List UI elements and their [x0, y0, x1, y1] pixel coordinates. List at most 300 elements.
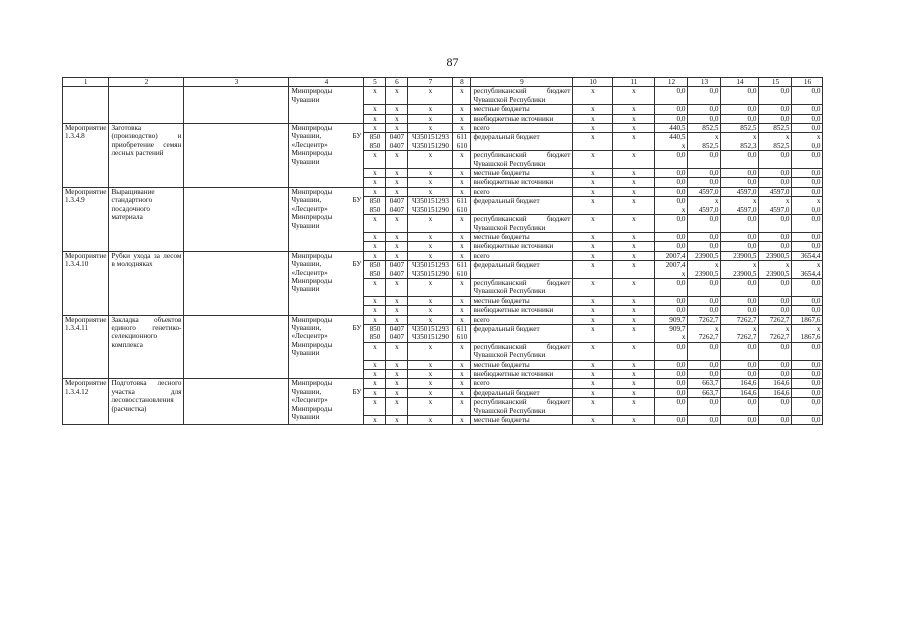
value-cell: 0,0: [759, 342, 792, 360]
value-cell: 0,0: [792, 178, 823, 187]
executor-cell: Минприроды Чувашии, БУ «Лесцентр» Минприроды Чувашии: [289, 315, 364, 379]
code-cell: x: [364, 232, 386, 241]
value-cell: 23900,5: [721, 251, 759, 260]
value-cell: 440,5: [655, 124, 688, 133]
page-number: 87: [446, 55, 459, 69]
code-cell: x: [613, 105, 655, 114]
budget-table: [62, 77, 823, 425]
value-cell: 0,0: [655, 379, 688, 388]
code-cell: x: [408, 296, 453, 305]
code-cell: x: [386, 398, 408, 416]
value-cell: 0,0: [655, 360, 688, 369]
code-cell: x: [408, 242, 453, 251]
value-cell: 0,0: [759, 398, 792, 416]
value-cell: 0,0: [759, 105, 792, 114]
code-cell: x: [453, 242, 471, 251]
value-cell: 0,0: [721, 342, 759, 360]
code-cell: 611 610: [453, 197, 471, 215]
code-cell: x: [408, 278, 453, 296]
funding-source: местные бюджеты: [471, 416, 573, 425]
value-cell: 0,0: [688, 114, 721, 123]
code-cell: x: [408, 124, 453, 133]
value-cell: 663,7: [688, 388, 721, 397]
value-cell: 0,0: [721, 114, 759, 123]
code-cell: x: [408, 370, 453, 379]
code-cell: x: [364, 306, 386, 315]
funding-source: внебюджетные источники: [471, 178, 573, 187]
value-cell: 0,0: [655, 87, 688, 105]
value-cell: 0,0: [688, 169, 721, 178]
value-cell: 0,0: [792, 105, 823, 114]
code-cell: x: [408, 105, 453, 114]
code-cell: x: [408, 306, 453, 315]
value-cell: 0,0: [655, 242, 688, 251]
value-cell: 0,0: [655, 105, 688, 114]
code-cell: x: [386, 379, 408, 388]
code-cell: x: [386, 232, 408, 241]
value-cell: 0,0: [688, 151, 721, 169]
code-cell: x: [613, 215, 655, 233]
value-cell: 852,5: [688, 124, 721, 133]
code-cell: x: [613, 261, 655, 279]
value-cell: 0,0: [792, 232, 823, 241]
code-cell: x: [408, 315, 453, 324]
column-header: 1: [63, 78, 109, 87]
funding-source: всего: [471, 251, 573, 260]
code-cell: x: [386, 278, 408, 296]
column-header: 10: [573, 78, 613, 87]
column-header: 5: [364, 78, 386, 87]
code-cell: x: [573, 105, 613, 114]
code-cell: x: [453, 251, 471, 260]
column-header: 16: [792, 78, 823, 87]
code-cell: x: [573, 315, 613, 324]
code-cell: x: [613, 114, 655, 123]
table-row: [63, 251, 823, 260]
code-cell: x: [613, 178, 655, 187]
value-cell: 0,0: [759, 178, 792, 187]
value-cell: 7262,7: [688, 315, 721, 324]
code-cell: x: [386, 296, 408, 305]
column-header: 9: [471, 78, 573, 87]
code-cell: x: [386, 315, 408, 324]
column-header: 3: [184, 78, 289, 87]
value-cell: 0,0: [759, 215, 792, 233]
value-cell: 0,0: [655, 398, 688, 416]
value-cell: 0,0: [792, 124, 823, 133]
value-cell: 0,0: [655, 187, 688, 196]
code-cell: x: [613, 360, 655, 369]
measure-name: Рубки ухода за лесом в молодняках: [109, 251, 184, 315]
code-cell: Ч350151293 Ч350151290: [408, 133, 453, 151]
code-cell: x: [453, 178, 471, 187]
value-cell: x 23900,5: [688, 261, 721, 279]
code-cell: x: [573, 324, 613, 342]
funding-source: всего: [471, 379, 573, 388]
code-cell: x: [364, 398, 386, 416]
value-cell: 909,7: [655, 315, 688, 324]
code-cell: x: [453, 215, 471, 233]
code-cell: x: [386, 114, 408, 123]
funding-source: республиканский бюджет Чувашской Республики: [471, 342, 573, 360]
measure-label: Мероприятие 1.3.4.8: [63, 124, 109, 188]
code-cell: x: [613, 398, 655, 416]
code-cell: x: [573, 124, 613, 133]
value-cell: 0,0: [688, 360, 721, 369]
code-cell: x: [386, 306, 408, 315]
code-cell: x: [453, 87, 471, 105]
value-cell: 4597,0: [759, 187, 792, 196]
value-cell: 440,5 x: [655, 133, 688, 151]
value-cell: 7262,7: [759, 315, 792, 324]
value-cell: 0,0: [688, 370, 721, 379]
value-cell: 0,0: [655, 278, 688, 296]
code-cell: x: [573, 278, 613, 296]
value-cell: 0,0: [792, 278, 823, 296]
column-header: 7: [408, 78, 453, 87]
funding-source: федеральный бюджет: [471, 261, 573, 279]
value-cell: x 7262,7: [721, 324, 759, 342]
code-cell: x: [573, 296, 613, 305]
code-cell: x: [408, 251, 453, 260]
value-cell: 0,0: [655, 342, 688, 360]
value-cell: 0,0: [688, 215, 721, 233]
value-cell: 0,0: [792, 388, 823, 397]
code-cell: x: [386, 151, 408, 169]
code-cell: x: [453, 370, 471, 379]
value-cell: 909,7 x: [655, 324, 688, 342]
value-cell: 0,0: [759, 370, 792, 379]
value-cell: x 852,5: [688, 133, 721, 151]
value-cell: 0,0: [655, 215, 688, 233]
code-cell: x: [364, 187, 386, 196]
code-cell: x: [573, 151, 613, 169]
value-cell: 0,0: [688, 416, 721, 425]
blank-cell: [184, 315, 289, 379]
executor-cell: Минприроды Чувашии, БУ «Лесцентр» Минприроды Чувашии: [289, 187, 364, 251]
column-header: 14: [721, 78, 759, 87]
code-cell: x: [386, 87, 408, 105]
code-cell: 0407 0407: [386, 133, 408, 151]
code-cell: x: [613, 324, 655, 342]
column-header: 13: [688, 78, 721, 87]
code-cell: x: [613, 124, 655, 133]
funding-source: местные бюджеты: [471, 232, 573, 241]
code-cell: x: [364, 278, 386, 296]
code-cell: x: [453, 124, 471, 133]
code-cell: x: [613, 169, 655, 178]
value-cell: 0,0: [688, 306, 721, 315]
blank-cell: [184, 187, 289, 251]
code-cell: x: [573, 87, 613, 105]
value-cell: 0,0: [688, 278, 721, 296]
code-cell: x: [573, 215, 613, 233]
code-cell: x: [453, 388, 471, 397]
value-cell: 2007,4 x: [655, 261, 688, 279]
code-cell: x: [573, 242, 613, 251]
value-cell: 0,0: [792, 416, 823, 425]
funding-source: всего: [471, 124, 573, 133]
code-cell: x: [364, 169, 386, 178]
value-cell: x 7262,7: [759, 324, 792, 342]
code-cell: x: [613, 342, 655, 360]
value-cell: 23900,5: [688, 251, 721, 260]
value-cell: 0,0: [759, 278, 792, 296]
value-cell: 4597,0: [721, 187, 759, 196]
measure-name: Закладка объектов единого генетико-селекционного комплекса: [109, 315, 184, 379]
column-header: 15: [759, 78, 792, 87]
value-cell: 0,0: [792, 360, 823, 369]
value-cell: 0,0: [655, 296, 688, 305]
value-cell: 0,0: [792, 242, 823, 251]
code-cell: x: [386, 169, 408, 178]
value-cell: 0,0: [792, 114, 823, 123]
code-cell: x: [573, 370, 613, 379]
table-row: [63, 187, 823, 196]
code-cell: x: [613, 296, 655, 305]
code-cell: x: [573, 306, 613, 315]
value-cell: 0,0: [688, 242, 721, 251]
code-cell: x: [408, 215, 453, 233]
code-cell: x: [573, 197, 613, 215]
funding-source: внебюджетные источники: [471, 370, 573, 379]
code-cell: x: [386, 124, 408, 133]
code-cell: x: [613, 315, 655, 324]
value-cell: 0,0: [655, 232, 688, 241]
value-cell: x 852,5: [759, 133, 792, 151]
code-cell: x: [453, 187, 471, 196]
value-cell: x 7262,7: [688, 324, 721, 342]
code-cell: x: [573, 251, 613, 260]
value-cell: 0,0: [688, 296, 721, 305]
code-cell: x: [364, 370, 386, 379]
value-cell: 0,0: [721, 232, 759, 241]
code-cell: x: [364, 215, 386, 233]
code-cell: x: [364, 342, 386, 360]
code-cell: x: [573, 133, 613, 151]
value-cell: 1867,6: [792, 315, 823, 324]
code-cell: x: [613, 370, 655, 379]
table-row: [63, 124, 823, 133]
code-cell: 611 610: [453, 261, 471, 279]
blank-cell: [109, 87, 184, 124]
value-cell: 0,0: [759, 232, 792, 241]
code-cell: x: [453, 360, 471, 369]
blank-cell: [63, 87, 109, 124]
column-header: 2: [109, 78, 184, 87]
funding-source: республиканский бюджет Чувашской Республики: [471, 278, 573, 296]
executor-cell: Минприроды Чувашии, БУ «Лесцентр» Минприроды Чувашии: [289, 124, 364, 188]
code-cell: x: [386, 416, 408, 425]
funding-source: местные бюджеты: [471, 105, 573, 114]
value-cell: 852,5: [759, 124, 792, 133]
code-cell: x: [386, 105, 408, 114]
code-cell: x: [386, 215, 408, 233]
code-cell: x: [364, 178, 386, 187]
value-cell: 0,0: [721, 215, 759, 233]
code-cell: x: [613, 232, 655, 241]
value-cell: 3654,4: [792, 251, 823, 260]
code-cell: x: [408, 232, 453, 241]
value-cell: 0,0: [655, 388, 688, 397]
value-cell: 0,0: [721, 242, 759, 251]
value-cell: 0,0: [721, 178, 759, 187]
code-cell: Ч350151293 Ч350151290: [408, 324, 453, 342]
funding-source: внебюджетные источники: [471, 242, 573, 251]
code-cell: x: [453, 169, 471, 178]
measure-name: Заготовка (производство) и приобретение семян лесных растений: [109, 124, 184, 188]
code-cell: x: [453, 151, 471, 169]
value-cell: 0,0: [792, 398, 823, 416]
code-cell: x: [364, 315, 386, 324]
table-row: [63, 379, 823, 388]
blank-cell: [184, 87, 289, 124]
funding-source: внебюджетные источники: [471, 306, 573, 315]
code-cell: x: [573, 398, 613, 416]
code-cell: x: [364, 360, 386, 369]
code-cell: x: [386, 342, 408, 360]
code-cell: x: [573, 169, 613, 178]
code-cell: 0407 0407: [386, 261, 408, 279]
value-cell: 0,0: [721, 360, 759, 369]
value-cell: 0,0: [655, 370, 688, 379]
funding-source: внебюджетные источники: [471, 114, 573, 123]
code-cell: x: [364, 379, 386, 388]
value-cell: 0,0: [759, 360, 792, 369]
code-cell: x: [408, 342, 453, 360]
code-cell: x: [613, 388, 655, 397]
value-cell: x 852,3: [721, 133, 759, 151]
code-cell: x: [453, 105, 471, 114]
value-cell: 0,0: [688, 178, 721, 187]
funding-source: республиканский бюджет Чувашской Республики: [471, 87, 573, 105]
funding-source: местные бюджеты: [471, 169, 573, 178]
code-cell: x: [408, 151, 453, 169]
value-cell: 0,0: [655, 306, 688, 315]
value-cell: 0,0: [759, 296, 792, 305]
funding-source: федеральный бюджет: [471, 133, 573, 151]
blank-cell: [184, 251, 289, 315]
column-header: 11: [613, 78, 655, 87]
executor-cell: Минприроды Чувашии, БУ «Лесцентр» Минприроды Чувашии: [289, 251, 364, 315]
value-cell: x 23900,5: [721, 261, 759, 279]
value-cell: 0,0: [721, 296, 759, 305]
code-cell: x: [408, 388, 453, 397]
code-cell: x: [613, 242, 655, 251]
code-cell: x: [453, 416, 471, 425]
value-cell: x 0,0: [792, 133, 823, 151]
code-cell: 850 850: [364, 133, 386, 151]
code-cell: x: [386, 242, 408, 251]
code-cell: x: [453, 315, 471, 324]
value-cell: 0,0: [721, 105, 759, 114]
code-cell: x: [408, 187, 453, 196]
code-cell: x: [573, 342, 613, 360]
value-cell: 0,0: [759, 87, 792, 105]
code-cell: x: [364, 251, 386, 260]
code-cell: x: [386, 360, 408, 369]
column-header: 8: [453, 78, 471, 87]
code-cell: x: [408, 379, 453, 388]
code-cell: Ч350151293 Ч350151290: [408, 261, 453, 279]
code-cell: x: [364, 87, 386, 105]
funding-source: республиканский бюджет Чувашской Республики: [471, 215, 573, 233]
code-cell: x: [573, 388, 613, 397]
column-header: 12: [655, 78, 688, 87]
code-cell: x: [573, 187, 613, 196]
value-cell: 0,0: [721, 278, 759, 296]
value-cell: 0,0: [655, 416, 688, 425]
code-cell: x: [613, 197, 655, 215]
code-cell: x: [386, 388, 408, 397]
value-cell: 852,5: [721, 124, 759, 133]
code-cell: 850 850: [364, 197, 386, 215]
code-cell: x: [364, 388, 386, 397]
code-cell: x: [453, 114, 471, 123]
value-cell: 0,0: [792, 379, 823, 388]
table-row: [63, 315, 823, 324]
value-cell: 0,0: [721, 416, 759, 425]
code-cell: x: [453, 306, 471, 315]
value-cell: 0,0: [688, 342, 721, 360]
code-cell: x: [573, 178, 613, 187]
code-cell: x: [613, 306, 655, 315]
value-cell: 0,0: [792, 169, 823, 178]
code-cell: x: [364, 151, 386, 169]
code-cell: x: [408, 178, 453, 187]
value-cell: 0,0: [721, 87, 759, 105]
value-cell: 0,0: [759, 306, 792, 315]
code-cell: x: [613, 87, 655, 105]
table-row: [63, 87, 823, 105]
value-cell: x 4597,0: [759, 197, 792, 215]
value-cell: 0,0: [721, 370, 759, 379]
value-cell: 0,0: [688, 105, 721, 114]
measure-name: Подготовка лесного участка для лесовосстановления (расчистка): [109, 379, 184, 425]
measure-label: Мероприятие 1.3.4.9: [63, 187, 109, 251]
measure-label: Мероприятие 1.3.4.11: [63, 315, 109, 379]
code-cell: x: [364, 416, 386, 425]
code-cell: x: [408, 169, 453, 178]
code-cell: x: [364, 114, 386, 123]
value-cell: 164,6: [759, 388, 792, 397]
funding-source: федеральный бюджет: [471, 388, 573, 397]
value-cell: 0,0: [759, 242, 792, 251]
value-cell: 164,6: [721, 388, 759, 397]
value-cell: 663,7: [688, 379, 721, 388]
value-cell: 0,0: [721, 398, 759, 416]
value-cell: 164,6: [759, 379, 792, 388]
value-cell: x 3654,4: [792, 261, 823, 279]
code-cell: x: [386, 370, 408, 379]
code-cell: 0407 0407: [386, 324, 408, 342]
value-cell: 0,0: [792, 187, 823, 196]
funding-source: всего: [471, 315, 573, 324]
code-cell: x: [408, 398, 453, 416]
value-cell: 0,0: [688, 87, 721, 105]
code-cell: 850 850: [364, 261, 386, 279]
code-cell: x: [573, 360, 613, 369]
code-cell: 850 850: [364, 324, 386, 342]
funding-source: федеральный бюджет: [471, 324, 573, 342]
funding-source: федеральный бюджет: [471, 197, 573, 215]
value-cell: 2007,4: [655, 251, 688, 260]
executor-cell: Минприроды Чувашии, БУ «Лесцентр» Минприроды Чувашии: [289, 379, 364, 425]
code-cell: x: [613, 251, 655, 260]
value-cell: 23900,5: [759, 251, 792, 260]
code-cell: 611 610: [453, 133, 471, 151]
code-cell: 0407 0407: [386, 197, 408, 215]
